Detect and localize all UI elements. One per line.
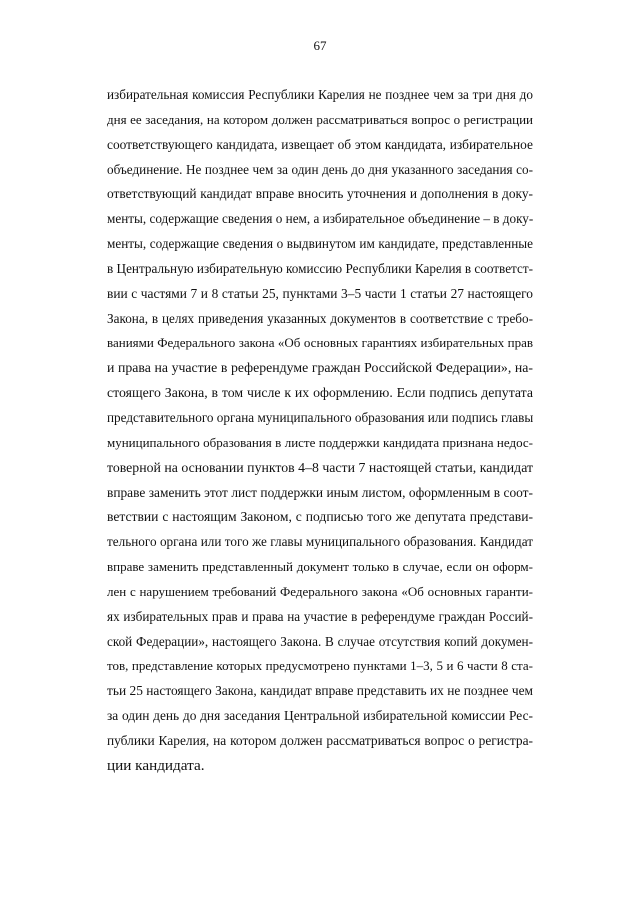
text-line: вии с частями 7 и 8 статьи 25, пунктами 3–5 части 1 статьи 27 настоящего <box>107 285 533 301</box>
page-number: 67 <box>313 38 327 53</box>
text-line: за один день до дня заседания Центральной избирательной комиссии Рес- <box>107 708 533 724</box>
text-line: ответствующий кандидат вправе вносить уточнения и дополнения в доку- <box>107 186 533 202</box>
text-line: ции кандидата. <box>107 756 205 774</box>
text-line: менты, содержащие сведения о нем, а избирательное объединение – в доку- <box>107 211 534 227</box>
text-line: тов, представление которых предусмотрено пунктами 1–3, 5 и 6 части 8 ста- <box>107 658 533 674</box>
text-line: дня ее заседания, на котором должен рассматриваться вопрос о регистрации <box>107 111 533 127</box>
text-line: вправе заменить представленный документ только в случае, если он оформ- <box>107 559 533 575</box>
text-line: в Центральную избирательную комиссию Республики Карелия в соответст- <box>107 260 533 276</box>
text-line: избирательная комиссия Республики Карелия не позднее чем за три дня до <box>107 87 533 102</box>
text-line: ветствии с настоящим Законом, с подписью того же депутата представи- <box>107 509 533 525</box>
text-line: публики Карелия, на котором должен рассматриваться вопрос о регистра- <box>107 732 533 748</box>
text-line: муниципального образования в листе поддержки кандидата признана недос- <box>107 434 533 450</box>
text-line: ской Федерации», настоящего Закона. В случае отсутствия копий докумен- <box>107 633 533 649</box>
text-line: стоящего Закона, в том числе к их оформлению. Если подпись депутата <box>107 385 533 401</box>
text-line: ваниями Федерального закона «Об основных гарантиях избирательных прав <box>107 335 533 351</box>
text-line: менты, содержащие сведения о выдвинутом им кандидате, представленные <box>107 236 533 252</box>
text-line: товерной на основании пунктов 4–8 части 7 настоящей статьи, кандидат <box>107 459 533 475</box>
text-line: ях избирательных прав и права на участие в референдуме граждан Россий- <box>107 608 533 624</box>
text-line: вправе заменить этот лист поддержки иным листом, оформленным в соот- <box>107 484 533 500</box>
text-line: Закона, в целях приведения указанных документов в соответствие с требо- <box>107 310 533 326</box>
text-line: соответствующего кандидата, извещает об этом кандидата, избирательное <box>107 136 533 152</box>
text-line: представительного органа муниципального образования или подпись главы <box>107 409 534 425</box>
text-line: лен с нарушением требований Федерального закона «Об основных гаранти- <box>107 583 533 599</box>
text-line: объединение. Не позднее чем за один день до дня указанного заседания со- <box>107 161 533 177</box>
text-line: тельного органа или того же главы муниципального образования. Кандидат <box>107 534 533 550</box>
body-text <box>107 83 533 779</box>
text-line: и права на участие в референдуме граждан Российской Федерации», на- <box>107 360 533 376</box>
text-line: тьи 25 настоящего Закона, кандидат вправе представить их не позднее чем <box>107 683 533 699</box>
